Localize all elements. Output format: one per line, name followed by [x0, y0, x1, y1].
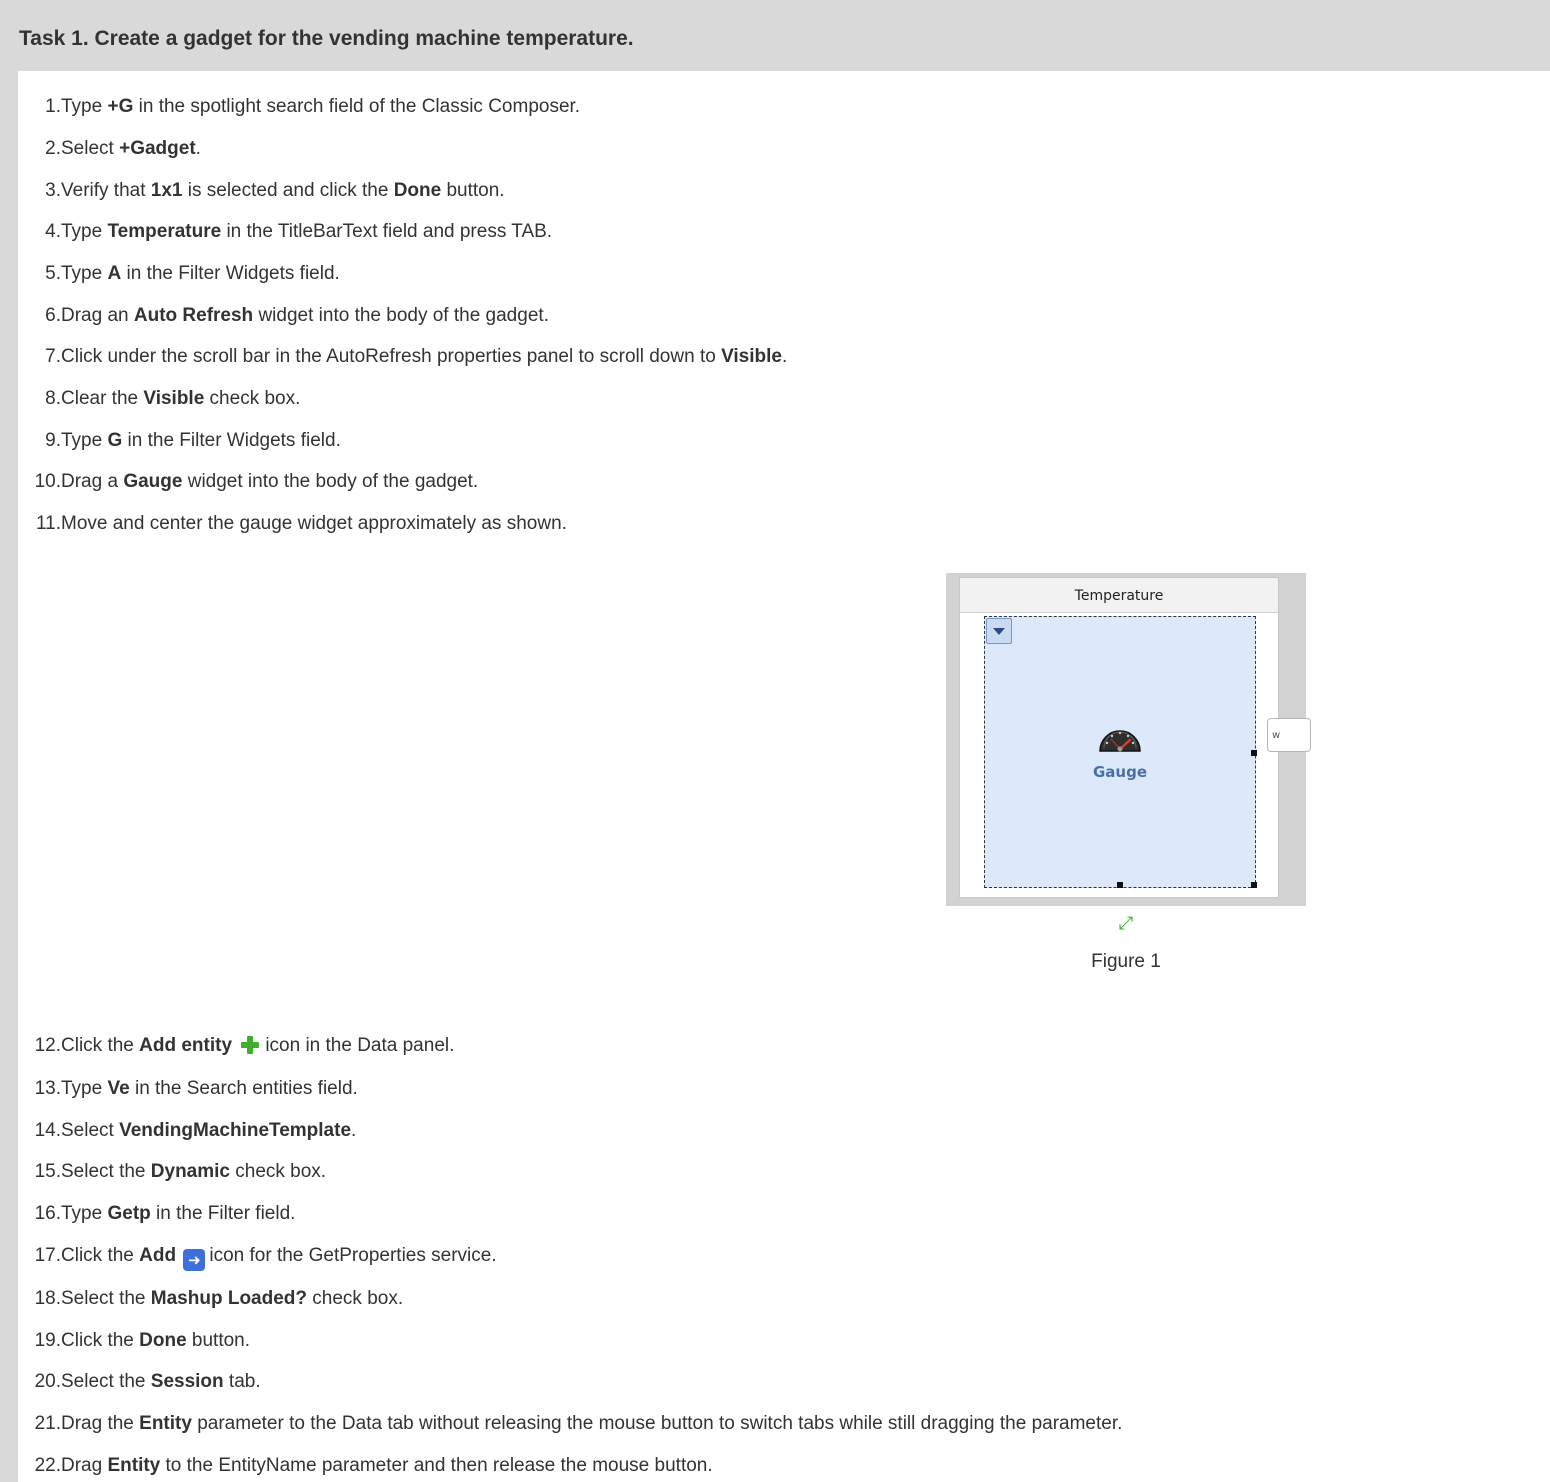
step-emphasis: Entity — [107, 1455, 161, 1476]
step-fragment: check box. — [229, 1161, 327, 1182]
step-text — [61, 509, 567, 539]
step-text — [61, 301, 549, 331]
step-fragment — [176, 1245, 181, 1266]
step-emphasis: Ve — [107, 1078, 130, 1099]
step-fragment: in the spotlight search field of the Classic Composer. — [133, 96, 581, 117]
step-fragment: Type — [61, 263, 108, 284]
step-text — [61, 1157, 326, 1187]
step-fragment: Clear the — [61, 388, 144, 409]
step-fragment: Select — [61, 1120, 120, 1141]
step-emphasis: Auto Refresh — [133, 305, 254, 326]
step-fragment: Drag — [61, 1455, 108, 1476]
step-item — [18, 134, 201, 164]
step-number: 9. — [45, 430, 61, 451]
step-fragment: Type — [61, 221, 108, 242]
step-emphasis: Add entity — [139, 1035, 233, 1056]
step-emphasis: Temperature — [107, 221, 222, 242]
step-item — [18, 1074, 358, 1104]
figure-screenshot — [946, 573, 1306, 906]
step-fragment: Click the — [61, 1330, 140, 1351]
step-text — [61, 217, 552, 247]
step-emphasis: +Gadget — [119, 138, 196, 159]
step-fragment: Verify that — [61, 180, 151, 201]
step-item — [18, 217, 552, 247]
step-fragment: Drag a — [61, 471, 124, 492]
step-text — [61, 1326, 250, 1356]
step-number: 4. — [45, 221, 61, 242]
resize-handle-corner — [1251, 882, 1257, 888]
gauge-icon — [1097, 721, 1143, 755]
step-text — [61, 342, 787, 372]
step-fragment: in the TitleBarText field and press TAB. — [221, 221, 553, 242]
step-item — [18, 1326, 250, 1356]
step-item — [18, 1241, 497, 1271]
step-fragment: icon in the Data panel. — [265, 1035, 455, 1056]
chevron-down-icon — [986, 618, 1012, 644]
step-text — [61, 1031, 454, 1061]
step-item — [18, 259, 340, 289]
step-fragment: check box. — [204, 388, 301, 409]
gadget-titlebar: Temperature — [960, 578, 1278, 613]
step-emphasis: Gauge — [123, 471, 183, 492]
task-content — [18, 71, 1550, 1482]
step-fragment: button. — [441, 180, 505, 201]
step-text — [61, 1451, 713, 1481]
figure-caption: Figure 1 — [1091, 951, 1161, 972]
step-fragment: Click the — [61, 1245, 140, 1266]
step-emphasis: 1x1 — [150, 180, 183, 201]
step-fragment: in the Filter field. — [150, 1203, 296, 1224]
step-fragment: in the Filter Widgets field. — [121, 263, 340, 284]
step-number: 7. — [45, 346, 61, 367]
step-fragment: icon for the GetProperties service. — [209, 1245, 497, 1266]
step-item — [18, 509, 567, 539]
step-item — [18, 1284, 403, 1314]
step-text — [61, 1409, 1122, 1439]
step-item — [18, 467, 478, 497]
step-fragment: Click under the scroll bar in the AutoRefresh properties panel to scroll down to — [61, 346, 722, 367]
step-number: 13. — [34, 1078, 61, 1099]
expand-icon[interactable]: ⤢ — [1118, 913, 1134, 934]
step-emphasis: Dynamic — [150, 1161, 230, 1182]
step-item — [18, 1031, 454, 1061]
step-fragment: tab. — [223, 1371, 261, 1392]
step-emphasis: A — [107, 263, 122, 284]
step-fragment: Drag an — [61, 305, 134, 326]
step-number: 8. — [45, 388, 61, 409]
step-text — [61, 1116, 356, 1146]
step-fragment: . — [195, 138, 201, 159]
step-fragment: . — [351, 1120, 357, 1141]
step-item — [18, 426, 341, 456]
step-text — [61, 1367, 261, 1397]
step-item — [18, 1367, 261, 1397]
step-fragment: Move and center the gauge widget approximately as shown. — [61, 513, 567, 534]
step-text — [61, 1241, 497, 1271]
step-fragment: in the Search entities field. — [129, 1078, 358, 1099]
step-text — [61, 134, 201, 164]
step-text — [61, 426, 341, 456]
step-number: 18. — [34, 1288, 61, 1309]
step-number: 6. — [45, 305, 61, 326]
step-number: 5. — [45, 263, 61, 284]
resize-handle-right — [1251, 750, 1257, 756]
plus-icon — [239, 1034, 261, 1056]
step-text — [61, 467, 478, 497]
step-fragment: Type — [61, 430, 108, 451]
step-text — [61, 92, 580, 122]
step-item — [18, 1116, 356, 1146]
gadget-body — [984, 616, 1256, 888]
step-fragment: Drag the — [61, 1413, 140, 1434]
step-emphasis: Add — [139, 1245, 177, 1266]
step-fragment: widget into the body of the gadget. — [253, 305, 549, 326]
step-number: 2. — [45, 138, 61, 159]
step-fragment: . — [781, 346, 788, 367]
task-header — [2, 2, 1550, 71]
step-text — [61, 176, 505, 206]
step-number: 16. — [34, 1203, 61, 1224]
step-fragment: check box. — [307, 1288, 404, 1309]
step-fragment: Select — [61, 138, 120, 159]
step-item — [18, 1409, 1122, 1439]
step-fragment: parameter to the Data tab without releasing the mouse button to switch tabs while still dragging the parameter. — [191, 1413, 1123, 1434]
step-number: 17. — [34, 1245, 61, 1266]
step-fragment: Select the — [61, 1371, 151, 1392]
step-emphasis: Done — [139, 1330, 187, 1351]
step-fragment: in the Filter Widgets field. — [122, 430, 341, 451]
step-fragment: Type — [61, 96, 108, 117]
step-emphasis: VendingMachineTemplate — [119, 1120, 352, 1141]
step-text — [61, 384, 300, 414]
step-fragment: Type — [61, 1078, 108, 1099]
step-fragment: Select the — [61, 1288, 151, 1309]
step-item — [18, 1199, 295, 1229]
step-emphasis: Session — [150, 1371, 224, 1392]
step-emphasis: Visible — [721, 346, 782, 367]
step-emphasis: Mashup Loaded? — [150, 1288, 308, 1309]
step-item — [18, 301, 549, 331]
step-item — [18, 92, 580, 122]
step-fragment: button. — [186, 1330, 251, 1351]
step-text — [61, 1199, 295, 1229]
arrow-right-icon: ➜ — [183, 1249, 205, 1271]
step-fragment: is selected and click the — [182, 180, 394, 201]
step-number: 20. — [34, 1371, 61, 1392]
step-fragment: Click the — [61, 1035, 140, 1056]
step-emphasis: Visible — [143, 388, 205, 409]
step-fragment: Type — [61, 1203, 108, 1224]
step-number: 19. — [34, 1330, 61, 1351]
step-number: 11. — [35, 513, 61, 534]
step-number: 3. — [45, 180, 61, 201]
step-item — [18, 384, 300, 414]
step-text — [61, 1074, 358, 1104]
step-fragment — [232, 1035, 237, 1056]
step-emphasis: Getp — [107, 1203, 151, 1224]
step-fragment: widget into the body of the gadget. — [182, 471, 479, 492]
step-fragment: Select the — [61, 1161, 151, 1182]
step-emphasis: G — [107, 430, 123, 451]
step-item — [18, 1451, 713, 1481]
step-emphasis: Entity — [139, 1413, 192, 1434]
step-emphasis: +G — [107, 96, 134, 117]
gadget-panel — [959, 577, 1279, 898]
step-text — [61, 259, 340, 289]
step-item — [18, 342, 787, 372]
step-number: 1. — [45, 96, 61, 117]
gauge-widget-label: Gauge — [1092, 763, 1148, 781]
step-fragment: to the EntityName parameter and then release the mouse button. — [160, 1455, 713, 1476]
step-text — [61, 1284, 403, 1314]
step-emphasis: Done — [393, 180, 442, 201]
step-item — [18, 1157, 326, 1187]
step-number: 10. — [34, 471, 61, 492]
step-item — [18, 176, 505, 206]
resize-handle-bottom — [1117, 882, 1123, 888]
side-tab: w — [1267, 718, 1311, 752]
step-number: 21. — [34, 1413, 61, 1434]
step-number: 15. — [34, 1161, 61, 1182]
step-number: 22. — [34, 1455, 61, 1476]
step-number: 14. — [34, 1120, 61, 1141]
step-number: 12. — [34, 1035, 61, 1056]
task-title: Task 1. Create a gadget for the vending machine temperature. — [19, 27, 634, 50]
